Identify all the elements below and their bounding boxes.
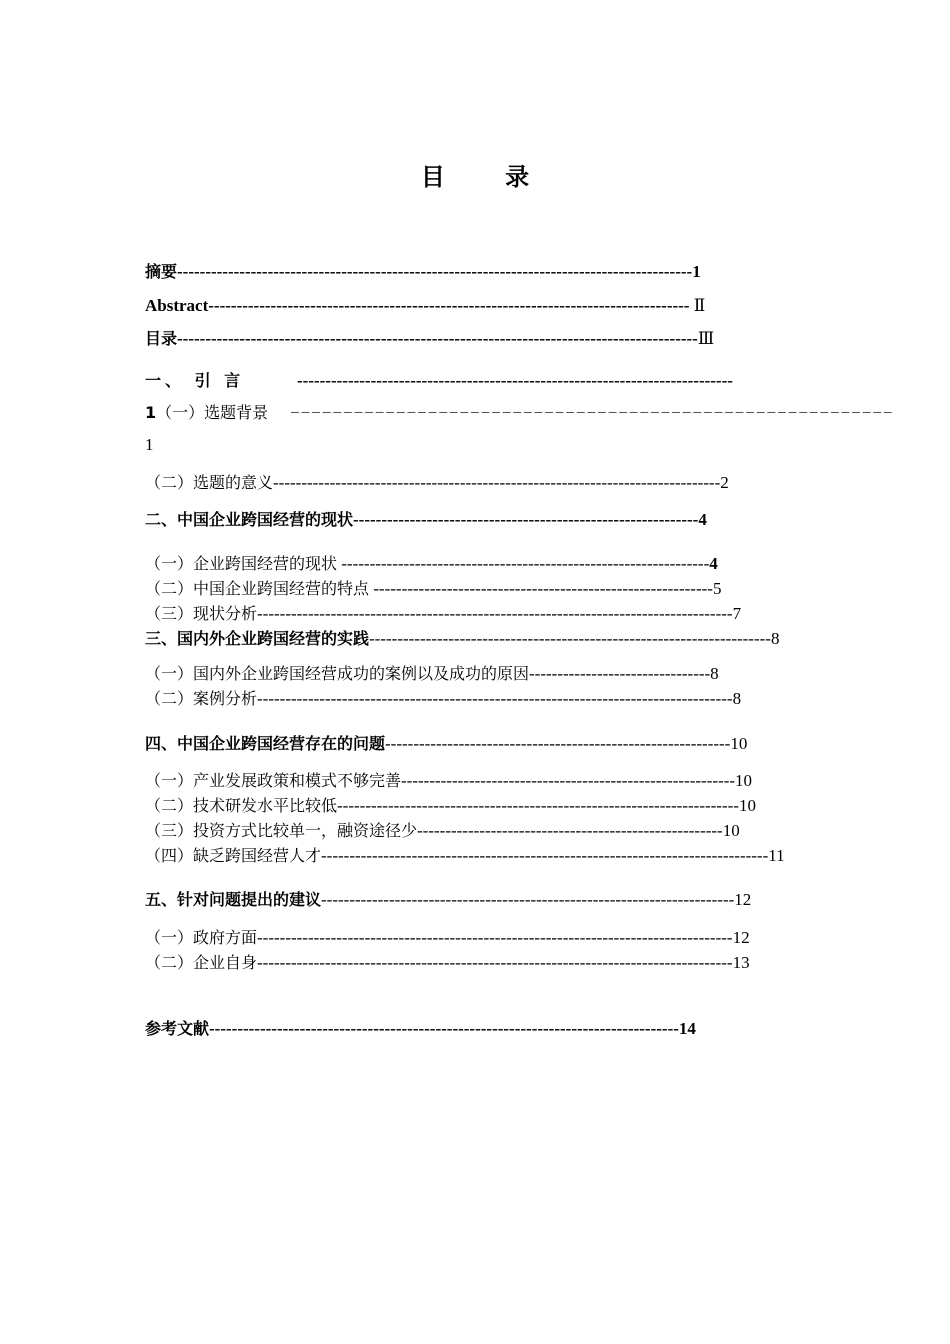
toc-entry-2-3[interactable]: （三）现状分析------------------------------------------------------------------------------------7 bbox=[145, 604, 742, 623]
toc-entry-label: （三）投资方式比较单一，融资途径少 bbox=[145, 821, 418, 840]
toc-entry-label: 三、国内外企业跨国经营的实践 bbox=[145, 629, 370, 648]
toc-entry-label: （一）产业发展政策和模式不够完善 bbox=[145, 771, 402, 790]
toc-entry-contents[interactable]: 目录--------------------------------------------------------------------------------------------Ⅲ bbox=[145, 329, 715, 348]
toc-entry-page: Ⅱ bbox=[693, 296, 706, 315]
toc-entry-section-4[interactable]: 四、中国企业跨国经营存在的问题-------------------------------------------------------------10 bbox=[145, 734, 748, 753]
toc-entry-4-3[interactable]: （三）投资方式比较单一，融资途径少------------------------------------------------------10 bbox=[145, 821, 740, 840]
toc-entry-5-1[interactable]: （一）政府方面------------------------------------------------------------------------------------12 bbox=[145, 928, 750, 947]
toc-entry-label: 一、 引 言 bbox=[145, 371, 245, 390]
toc-entry-page-wrap bbox=[145, 434, 185, 456]
toc-entry-label: （一）企业跨国经营的现状 bbox=[145, 554, 338, 573]
toc-entry-4-2[interactable]: （二）技术研发水平比较低-----------------------------------------------------------------------10 bbox=[145, 796, 756, 815]
toc-entry-page: 10 bbox=[738, 796, 756, 815]
toc-entry-section-5[interactable]: 五、针对问题提出的建议-------------------------------------------------------------------------12 bbox=[145, 890, 752, 909]
toc-entry-page: 10 bbox=[722, 821, 740, 840]
toc-entry-section-1[interactable]: 一、 引 言 ----------------------------------------------------------------------------- bbox=[145, 371, 733, 390]
toc-entry-3-2[interactable]: （二）案例分析------------------------------------------------------------------------------------8 bbox=[145, 689, 742, 708]
toc-entry-page: 4 bbox=[709, 554, 718, 573]
toc-entry-3-1[interactable]: （一）国内外企业跨国经营成功的案例以及成功的原因--------------------------------8 bbox=[145, 664, 719, 683]
toc-entry-label: Abstract bbox=[145, 296, 209, 315]
toc-entry-label: （二）选题的意义 bbox=[145, 473, 274, 492]
toc-entry-page: 4 bbox=[698, 510, 707, 529]
toc-entry-page: 12 bbox=[734, 890, 752, 909]
toc-entry-label: （二）技术研发水平比较低 bbox=[145, 796, 338, 815]
toc-entry-4-1[interactable]: （一）产业发展政策和模式不够完善-----------------------------------------------------------10 bbox=[145, 771, 753, 790]
toc-entry-page: 2 bbox=[720, 473, 729, 492]
toc-entry-page: 8 bbox=[770, 629, 780, 648]
toc-entry-label: 摘要 bbox=[145, 262, 178, 281]
toc-entry-4-4[interactable]: （四）缺乏跨国经营人才-------------------------------------------------------------------------------11 bbox=[145, 846, 785, 865]
toc-entry-label: 目录 bbox=[145, 329, 178, 348]
toc-entry-label: 二、中国企业跨国经营的现状 bbox=[145, 510, 354, 529]
page-title: 目 录 bbox=[420, 163, 556, 191]
toc-entry-page: 11 bbox=[768, 846, 785, 865]
toc-entry-5-2[interactable]: （二）企业自身------------------------------------------------------------------------------------13 bbox=[145, 953, 750, 972]
toc-entry-label: 参考文献 bbox=[145, 1019, 210, 1038]
toc-entry-references[interactable]: 参考文献-----------------------------------------------------------------------------------14 bbox=[145, 1019, 696, 1038]
toc-entry-page: Ⅲ bbox=[697, 329, 715, 348]
toc-entry-section-2[interactable]: 二、中国企业跨国经营的现状-------------------------------------------------------------4 bbox=[145, 510, 707, 529]
toc-entry-2-1[interactable]: （一）企业跨国经营的现状 -----------------------------------------------------------------4 bbox=[145, 554, 718, 573]
toc-entry-page: 13 bbox=[732, 953, 750, 972]
toc-entry-page: 1 bbox=[692, 262, 701, 281]
toc-entry-1-1[interactable]: 1（一）选题背景 −−−−−−−−−−−−−−−−−−−−−−−−−−−−−−−−−−−−−−−−−−−−−−−−−−−−−−−−− bbox=[145, 403, 894, 422]
toc-entry-label: 1（一）选题背景 bbox=[145, 403, 269, 422]
toc-entry-1-2[interactable]: （二）选题的意义-------------------------------------------------------------------------------2 bbox=[145, 473, 729, 492]
toc-entry-page: 7 bbox=[732, 604, 742, 623]
toc-entry-page: 10 bbox=[730, 734, 748, 753]
toc-entry-abstract-en[interactable]: Abstract------------------------------------------------------------------------------------- Ⅱ bbox=[145, 296, 706, 315]
toc-entry-label: 五、针对问题提出的建议 bbox=[145, 890, 322, 909]
toc-entry-page: 8 bbox=[710, 664, 719, 683]
toc-entry-label: （三）现状分析 bbox=[145, 604, 258, 623]
toc-entry-label: 四、中国企业跨国经营存在的问题 bbox=[145, 734, 386, 753]
toc-entry-page: 12 bbox=[732, 928, 750, 947]
toc-entry-label: （一）国内外企业跨国经营成功的案例以及成功的原因 bbox=[145, 664, 530, 683]
toc-entry-page: 8 bbox=[732, 689, 742, 708]
toc-entry-label: （二）企业自身 bbox=[145, 953, 258, 972]
toc-entry-label: （四）缺乏跨国经营人才 bbox=[145, 846, 322, 865]
toc-entry-page: 1 bbox=[145, 435, 154, 454]
toc-entry-page: 5 bbox=[712, 579, 722, 598]
toc-entry-2-2[interactable]: （二）中国企业跨国经营的特点 ------------------------------------------------------------5 bbox=[145, 579, 722, 598]
toc-entry-page: 10 bbox=[735, 771, 753, 790]
toc-entry-label: （一）政府方面 bbox=[145, 928, 258, 947]
toc-entry-label: （二）案例分析 bbox=[145, 689, 258, 708]
toc-entry-label: （二）中国企业跨国经营的特点 bbox=[145, 579, 370, 598]
toc-entry-abstract-cn[interactable]: 摘要-------------------------------------------------------------------------------------------1 bbox=[145, 262, 701, 281]
toc-entry-page: 14 bbox=[678, 1019, 696, 1038]
toc-entry-section-3[interactable]: 三、国内外企业跨国经营的实践-----------------------------------------------------------------------8 bbox=[145, 629, 780, 648]
